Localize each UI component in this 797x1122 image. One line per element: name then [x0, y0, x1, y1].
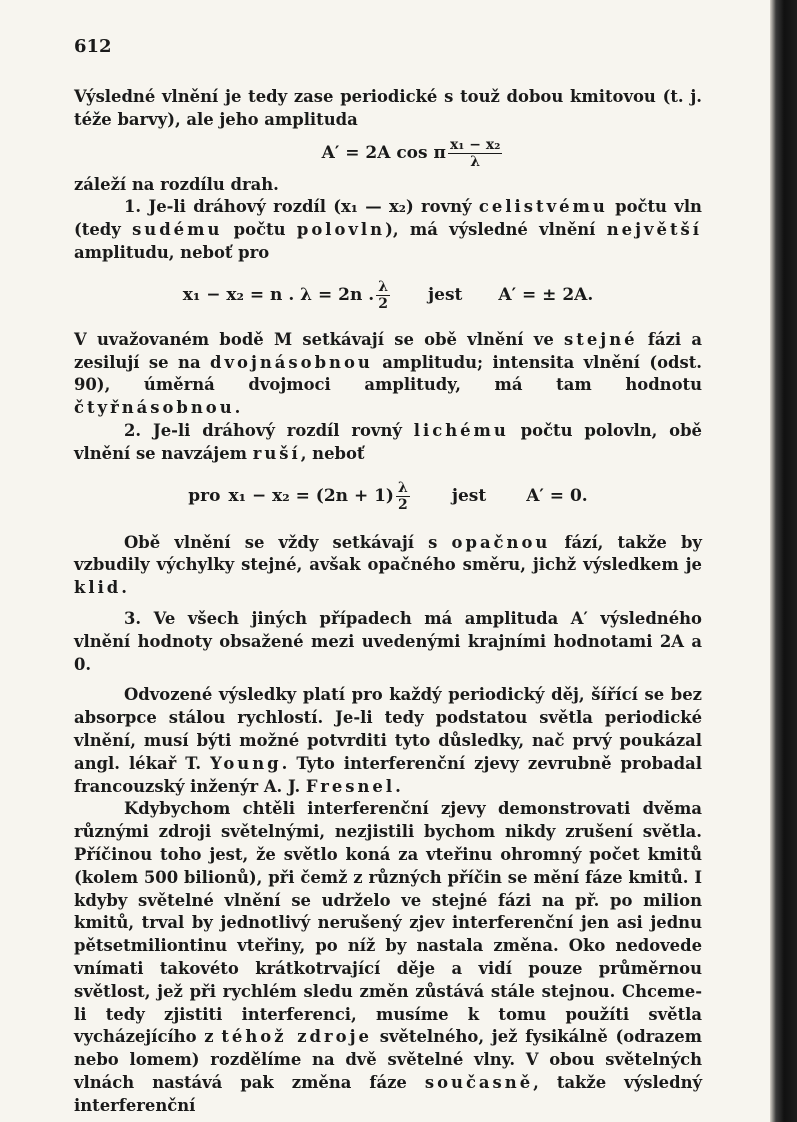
spaced-text: celistvému — [478, 197, 608, 217]
text-run: počtu — [233, 220, 286, 240]
text-run: 2. Je-li dráhový rozdíl rovný — [124, 420, 402, 440]
text-run: ), má výsledné vlnění — [385, 220, 596, 240]
spaced-text: Fresnel — [305, 776, 396, 796]
text-run: světelného, jež fysikálně (odrazem nebo lomem) rozdělíme na dvě světelné vlny. V obou světelných vlnách nastává pak změna fáze — [74, 1027, 703, 1092]
text-run: . Tyto interferenční zjevy zevrubně probadal francouzský inženýr A. J. — [74, 753, 702, 796]
formula-rhs: A′ = ± 2A. — [498, 285, 594, 306]
fraction-denominator: 2 — [378, 296, 388, 313]
formula-amplitude — [124, 134, 702, 174]
formula-max — [74, 271, 702, 321]
fraction-numerator: x₁ − x₂ — [449, 137, 501, 154]
paragraph — [74, 420, 702, 466]
paragraph — [74, 174, 702, 197]
text-run: záleží na rozdílu drah. — [74, 174, 279, 194]
spaced-text: klid. — [74, 578, 130, 598]
text-run: amplitudu; intensita vlnění (odst. 90), úměrná dvojmoci amplitudy, má tam hodnotu — [74, 352, 702, 395]
text-run: 3. Ve všech jiných případech má amplituda A′ výsledného vlnění hodnoty obsažené mezi uvedenými krajními hodnotami 2A a 0. — [74, 608, 702, 674]
paragraph — [74, 684, 702, 798]
spaced-text: stejné — [564, 329, 638, 349]
formula-word: pro — [188, 486, 221, 507]
spaced-text: současně — [424, 1072, 534, 1092]
spaced-text: opačnou — [451, 532, 551, 552]
spaced-text: dvojnásobnou — [210, 352, 373, 372]
spaced-text: lichému — [413, 420, 509, 440]
formula-min — [74, 472, 702, 522]
formula-lhs: A′ = 2A cos π — [321, 143, 446, 164]
spaced-text: polovln — [296, 220, 386, 240]
text-run: 1. Je-li dráhový rozdíl (x₁ — x₂) rovný — [124, 197, 472, 217]
page-number: 612 — [74, 36, 112, 57]
text-run: počtu vln (tedy — [74, 197, 702, 240]
formula-lhs: x₁ − x₂ = n . λ = 2n . — [182, 285, 375, 306]
fraction-numerator: λ — [378, 279, 389, 296]
fraction — [396, 480, 410, 513]
paragraph — [74, 196, 702, 264]
formula-rhs: A′ = 0. — [526, 486, 588, 507]
fraction-numerator: λ — [397, 480, 408, 497]
spaced-text: Young — [210, 753, 282, 773]
paragraph — [74, 86, 702, 132]
text-run: , takže výsledný interferenční — [74, 1072, 703, 1115]
formula-lhs: x₁ − x₂ = (2n + 1) — [228, 486, 394, 507]
page-body — [74, 86, 702, 1117]
book-binding-shadow — [770, 0, 797, 1122]
formula-word: jest — [428, 285, 463, 306]
spaced-text: téhož zdroje — [221, 1027, 372, 1047]
paragraph — [74, 798, 702, 1117]
fraction-denominator: λ — [470, 154, 481, 171]
text-run: . — [395, 776, 401, 796]
text-run: Odvozené výsledky platí pro každý periodický děj, šířící se bez absorpce stálou rychlostí. Je-li tedy podstatou světla periodické vlnění, musí býti možné potvrditi tyto důsledky, nač prvý poukázal angl. lékař T. — [74, 685, 702, 773]
spaced-text: čtyřnásobnou. — [74, 398, 244, 418]
spaced-text: největší — [606, 220, 702, 240]
fraction — [448, 137, 502, 170]
paragraph — [74, 329, 702, 420]
text-run: fází, takže by vzbudily výchylky stejné, avšak opačného směru, jichž výsledkem je — [74, 532, 702, 575]
text-run: Kdybychom chtěli interferenční zjevy demonstrovati dvěma různými zdroji světelnými, nezjistili bychom nikdy zrušení světla. Příčinou toho jest, že světlo koná za vteřinu ohromný počet kmitů (kolem 500 bilionů), při čemž z různých příčin se mění fáze kmitů. I kdyby světelné vlnění se udrželo ve stejné fázi na př. po milion kmitů, trval by jednotlivý nerušený zjev interferenční jen asi jednu pětsetmiliontinu vteřiny, po níž by nastala změna. Oko nedovede vnímati takovéto krátkotrvající děje a vidí pouze průměrnou světlost, jež při rychlém sledu změn zůstává stále stejnou. Chceme-li tedy zjistiti interferenci, musíme k tomu použíti světla vycházejícího z — [74, 799, 702, 1047]
text-run: Obě vlnění se vždy setkávají s — [124, 532, 438, 552]
paragraph — [74, 608, 702, 676]
paragraph — [74, 532, 702, 600]
text-run: amplitudu, neboť pro — [74, 242, 270, 262]
fraction — [376, 279, 390, 312]
formula-word: jest — [451, 486, 487, 507]
text-run: fázi a zesilují se na — [74, 329, 702, 372]
spaced-text: ruší — [252, 443, 301, 463]
spaced-text: sudému — [132, 220, 223, 240]
text-run: Výsledné vlnění je tedy zase periodické s touž dobou kmitovou (t. j. téže barvy), ale jeho amplituda — [74, 87, 702, 129]
text-run: , neboť — [300, 443, 365, 463]
text-run: počtu polovln, obě vlnění se navzájem — [74, 420, 702, 463]
fraction-denominator: 2 — [398, 497, 408, 514]
text-run: V uvažovaném bodě M setkávají se obě vlnění ve — [74, 329, 554, 349]
